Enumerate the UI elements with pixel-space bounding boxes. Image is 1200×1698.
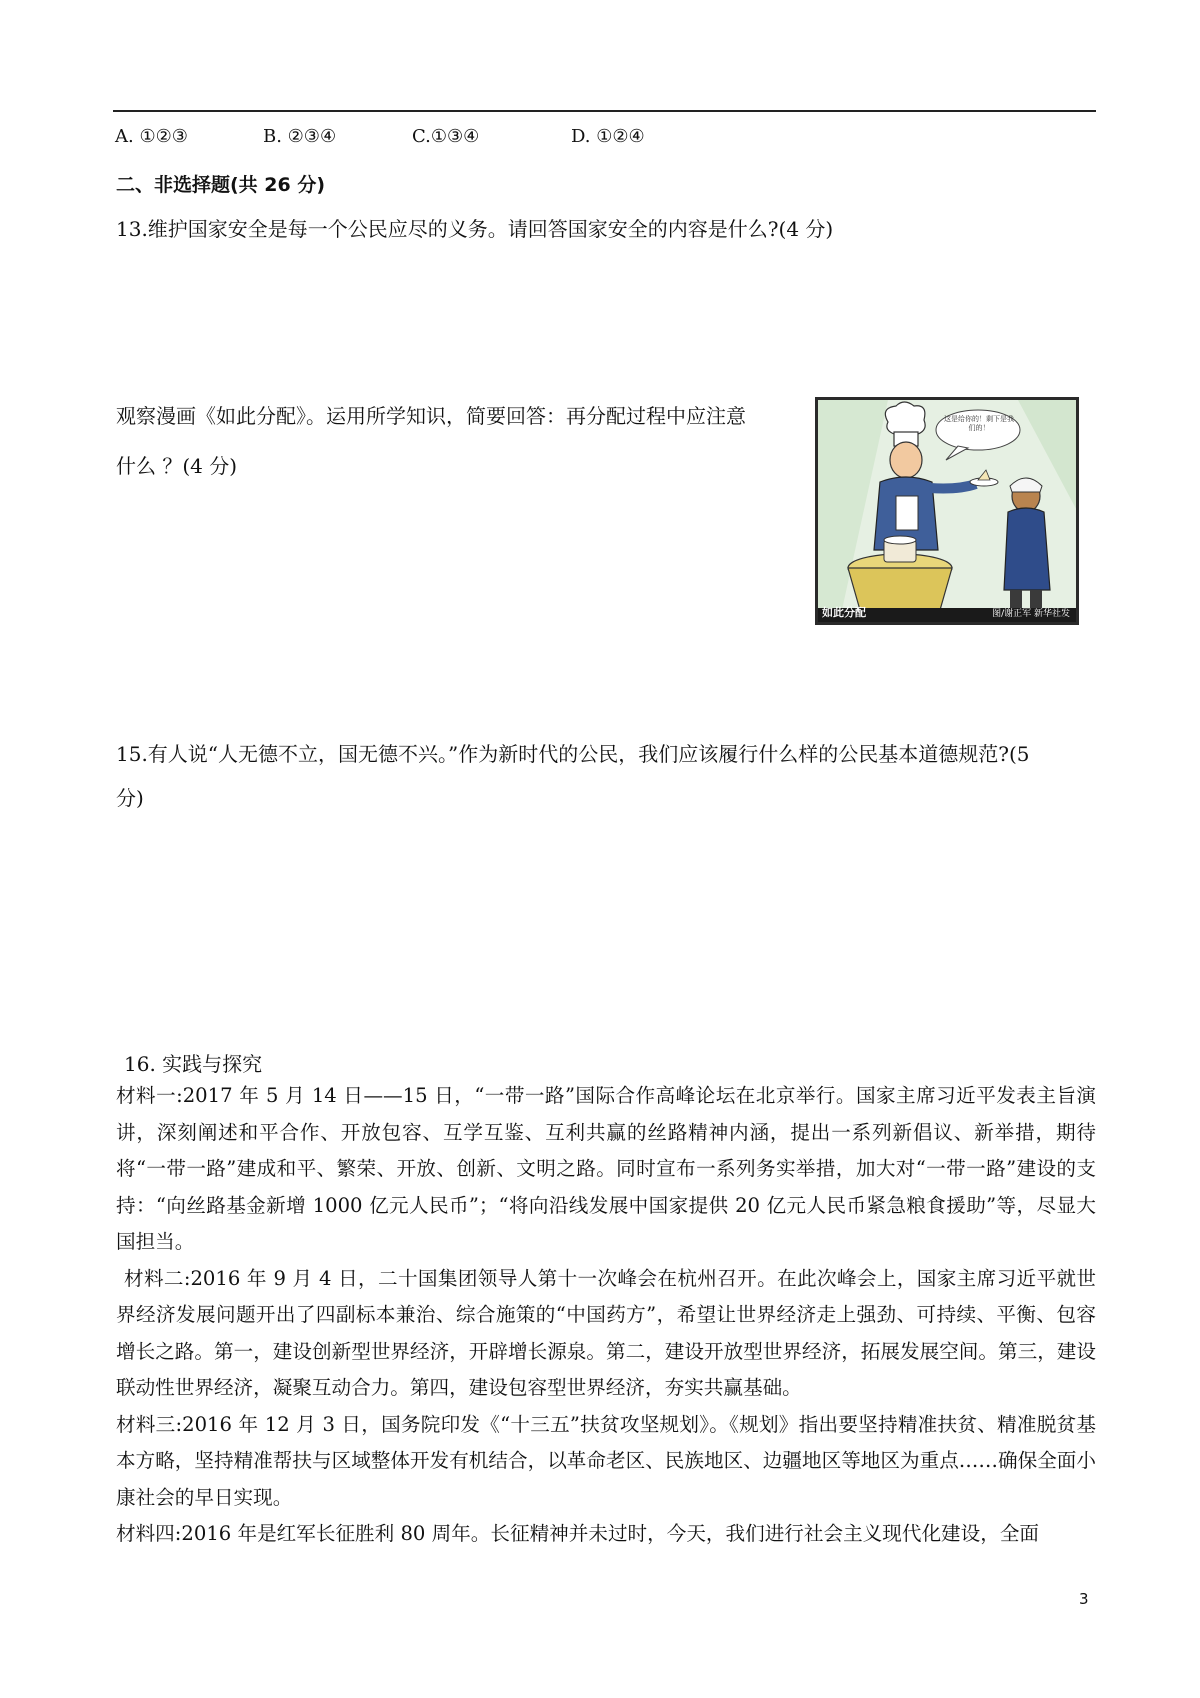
option-d: D. ①②④ <box>571 126 645 147</box>
question-16-title: 16. 实践与探究 <box>124 1052 263 1076</box>
question-15-line2: 分) <box>116 786 144 810</box>
page-number: 3 <box>1079 1590 1089 1608</box>
section-heading: 二、非选择题(共 26 分) <box>116 174 326 196</box>
materials-block <box>116 1078 1096 1553</box>
cartoon-image <box>815 397 1079 625</box>
material-2: 材料二:2016 年 9 月 4 日，二十国集团领导人第十一次峰会在杭州召开。在此次峰会上，国家主席习近平就世界经济发展问题开出了四副标本兼治、综合施策的“中国药方”，希望让世界经济走上强劲、可持续、平衡、包容增长之路。第一，建设创新型世界经济，开辟增长源泉。第二，建设开放型世界经济，拓展发展空间。第三，建设联动性世界经济，凝聚互动合力。第四，建设包容型世界经济，夯实共赢基础。 <box>116 1266 1096 1399</box>
question-14-line1: 观察漫画《如此分配》。运用所学知识，简要回答：再分配过程中应注意 <box>116 404 746 428</box>
speech-bubble-text: 这是给你的！剩下是我们的！ <box>944 415 1014 432</box>
material-3: 材料三:2016 年 12 月 3 日，国务院印发《“十三五”扶贫攻坚规划》。《规划》指出要坚持精准扶贫、精准脱贫基本方略，坚持精准帮扶与区域整体开发有机结合，以革命老区、民族地区、边疆地区等地区为重点……确保全面小康社会的早日实现。 <box>116 1412 1096 1509</box>
question-14-line2: 什么 ？(4 分) <box>116 454 238 478</box>
material-1: 材料一:2017 年 5 月 14 日——15 日，“一带一路”国际合作高峰论坛在北京举行。国家主席习近平发表主旨演讲，深刻阐述和平合作、开放包容、互学互鉴、互利共赢的丝路精神内涵，提出一系列新倡议、新举措，期待将“一带一路”建成和平、繁荣、开放、创新、文明之路。同时宣布一系列务实举措，加大对“一带一路”建设的支持：“向丝路基金新增 1000 亿元人民币”；“将向沿线发展中国家提供 20 亿元人民币紧急粮食援助”等，尽显大国担当。 <box>116 1084 1096 1253</box>
question-13: 13.维护国家安全是每一个公民应尽的义务。请回答国家安全的内容是什么?(4 分) <box>116 217 834 241</box>
cartoon-illustration <box>818 400 1079 625</box>
option-a: A. ①②③ <box>115 126 188 147</box>
question-15-line1: 15.有人说“人无德不立，国无德不兴。”作为新时代的公民，我们应该履行什么样的公民基本道德规范?(5 <box>116 742 1030 766</box>
cartoon-credit: 图/谢正军 新华社发 <box>992 609 1070 619</box>
header-rule <box>113 110 1096 112</box>
option-b: B. ②③④ <box>263 126 337 147</box>
option-c: C.①③④ <box>412 126 480 147</box>
cartoon-title: 如此分配 <box>822 606 866 619</box>
material-4: 材料四:2016 年是红军长征胜利 80 周年。长征精神并未过时，今天，我们进行社会主义现代化建设，全面 <box>116 1522 1040 1545</box>
